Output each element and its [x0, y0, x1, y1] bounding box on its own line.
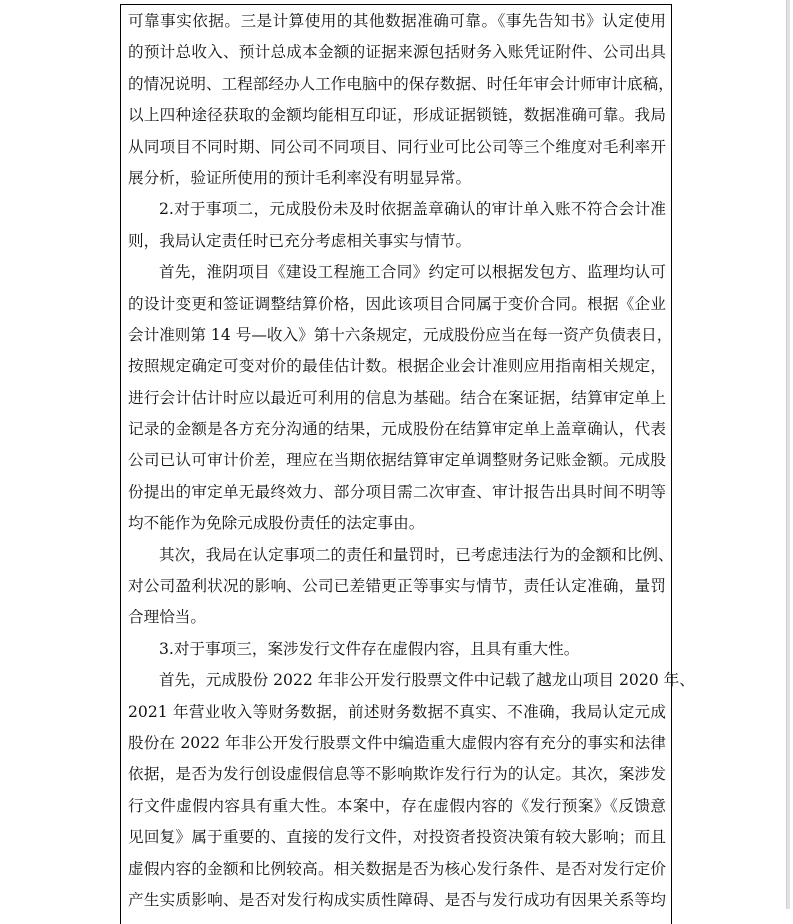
document-body-text: [128, 6, 695, 916]
text-line: 从同项目不同时期、同公司不同项目、同行业可比公司等三个维度对毛利率开: [128, 137, 666, 156]
text-line: 的情况说明、工程部经办人工作电脑中的保存数据、时任年审会计师审计底稿，: [128, 74, 674, 93]
text-line: 则，我局认定责任时已充分考虑相关事实与情节。: [128, 231, 472, 250]
text-line: 其次，我局在认定事项二的责任和量罚时，已考虑违法行为的金额和比例、: [159, 545, 674, 564]
scrollbar-edge[interactable]: [786, 0, 790, 909]
text-line: 虚假内容的金额和比例较高。相关数据是否为核心发行条件、是否对发行定价: [128, 859, 666, 878]
text-line: 2.对于事项二，元成股份未及时依据盖章确认的审计单入账不符合会计准: [159, 200, 666, 219]
text-line: 按照规定确定可变对价的最佳估计数。根据企业会计准则应用指南相关规定，: [128, 357, 666, 376]
text-line: 以上四种途径获取的金额均能相互印证，形成证据锁链，数据准确可靠。我局: [128, 106, 666, 125]
text-line: 均不能作为免除元成股份责任的法定事由。: [128, 514, 425, 533]
text-line: 见回复》属于重要的、直接的发行文件，对投资者投资决策有较大影响；而且: [128, 828, 666, 847]
text-line: 的预计总收入、预计总成本金额的证据来源包括财务入账凭证附件、公司出具: [128, 43, 666, 62]
text-line: 合理恰当。: [128, 608, 206, 627]
text-line: 记录的金额是各方充分沟通的结果，元成股份在结算审定单上盖章确认，代表: [128, 420, 666, 439]
text-line: 3.对于事项三，案涉发行文件存在虚假内容，且具有重大性。: [159, 639, 580, 658]
text-line: 公司已认可审计价差，理应在当期依据结算审定单调整财务记账金额。元成股: [128, 451, 666, 470]
text-line: 会计准则第 14 号—收入》第十六条规定，元成股份应当在每一资产负债表日，: [128, 325, 673, 344]
text-line: 可靠事实依据。三是计算使用的其他数据准确可靠。《事先告知书》认定使用: [128, 12, 666, 30]
text-line: 2021 年营业收入等财务数据，前述财务数据不真实、不准确，我局认定元成: [128, 702, 666, 721]
text-line: 份提出的审定单无最终效力、部分项目需二次审查、审计报告出具时间不明等: [128, 482, 666, 501]
text-line: 行文件虚假内容具有重大性。本案中，存在虚假内容的《发行预案》《反馈意: [128, 796, 666, 815]
document-table-cell: [120, 4, 695, 924]
text-line: 股份在 2022 年非公开发行股票文件中编造重大虚假内容有充分的事实和法律: [128, 733, 666, 752]
text-line: 首先，元成股份 2022 年非公开发行股票文件中记载了越龙山项目 2020 年、: [159, 671, 695, 690]
text-line: 进行会计估计时应以最近可利用的信息为基础。结合在案证据，结算审定单上: [128, 388, 666, 407]
text-line: 产生实质影响、是否对发行构成实质性障碍、是否与发行成功有因果关系等均: [128, 890, 666, 909]
text-line: 对公司盈利状况的影响、公司已差错更正等事实与情节，责任认定准确，量罚: [128, 577, 666, 596]
text-line: 展分析，验证所使用的预计毛利率没有明显异常。: [128, 168, 472, 187]
text-line: 的设计变更和签证调整结算价格，因此该项目合同属于变价合同。根据《企业: [128, 294, 666, 313]
text-line: 依据，是否为发行创设虚假信息等不影响欺诈发行行为的认定。其次，案涉发: [128, 765, 666, 784]
text-line: 首先，淮阴项目《建设工程施工合同》约定可以根据发包方、监理均认可: [159, 263, 666, 282]
